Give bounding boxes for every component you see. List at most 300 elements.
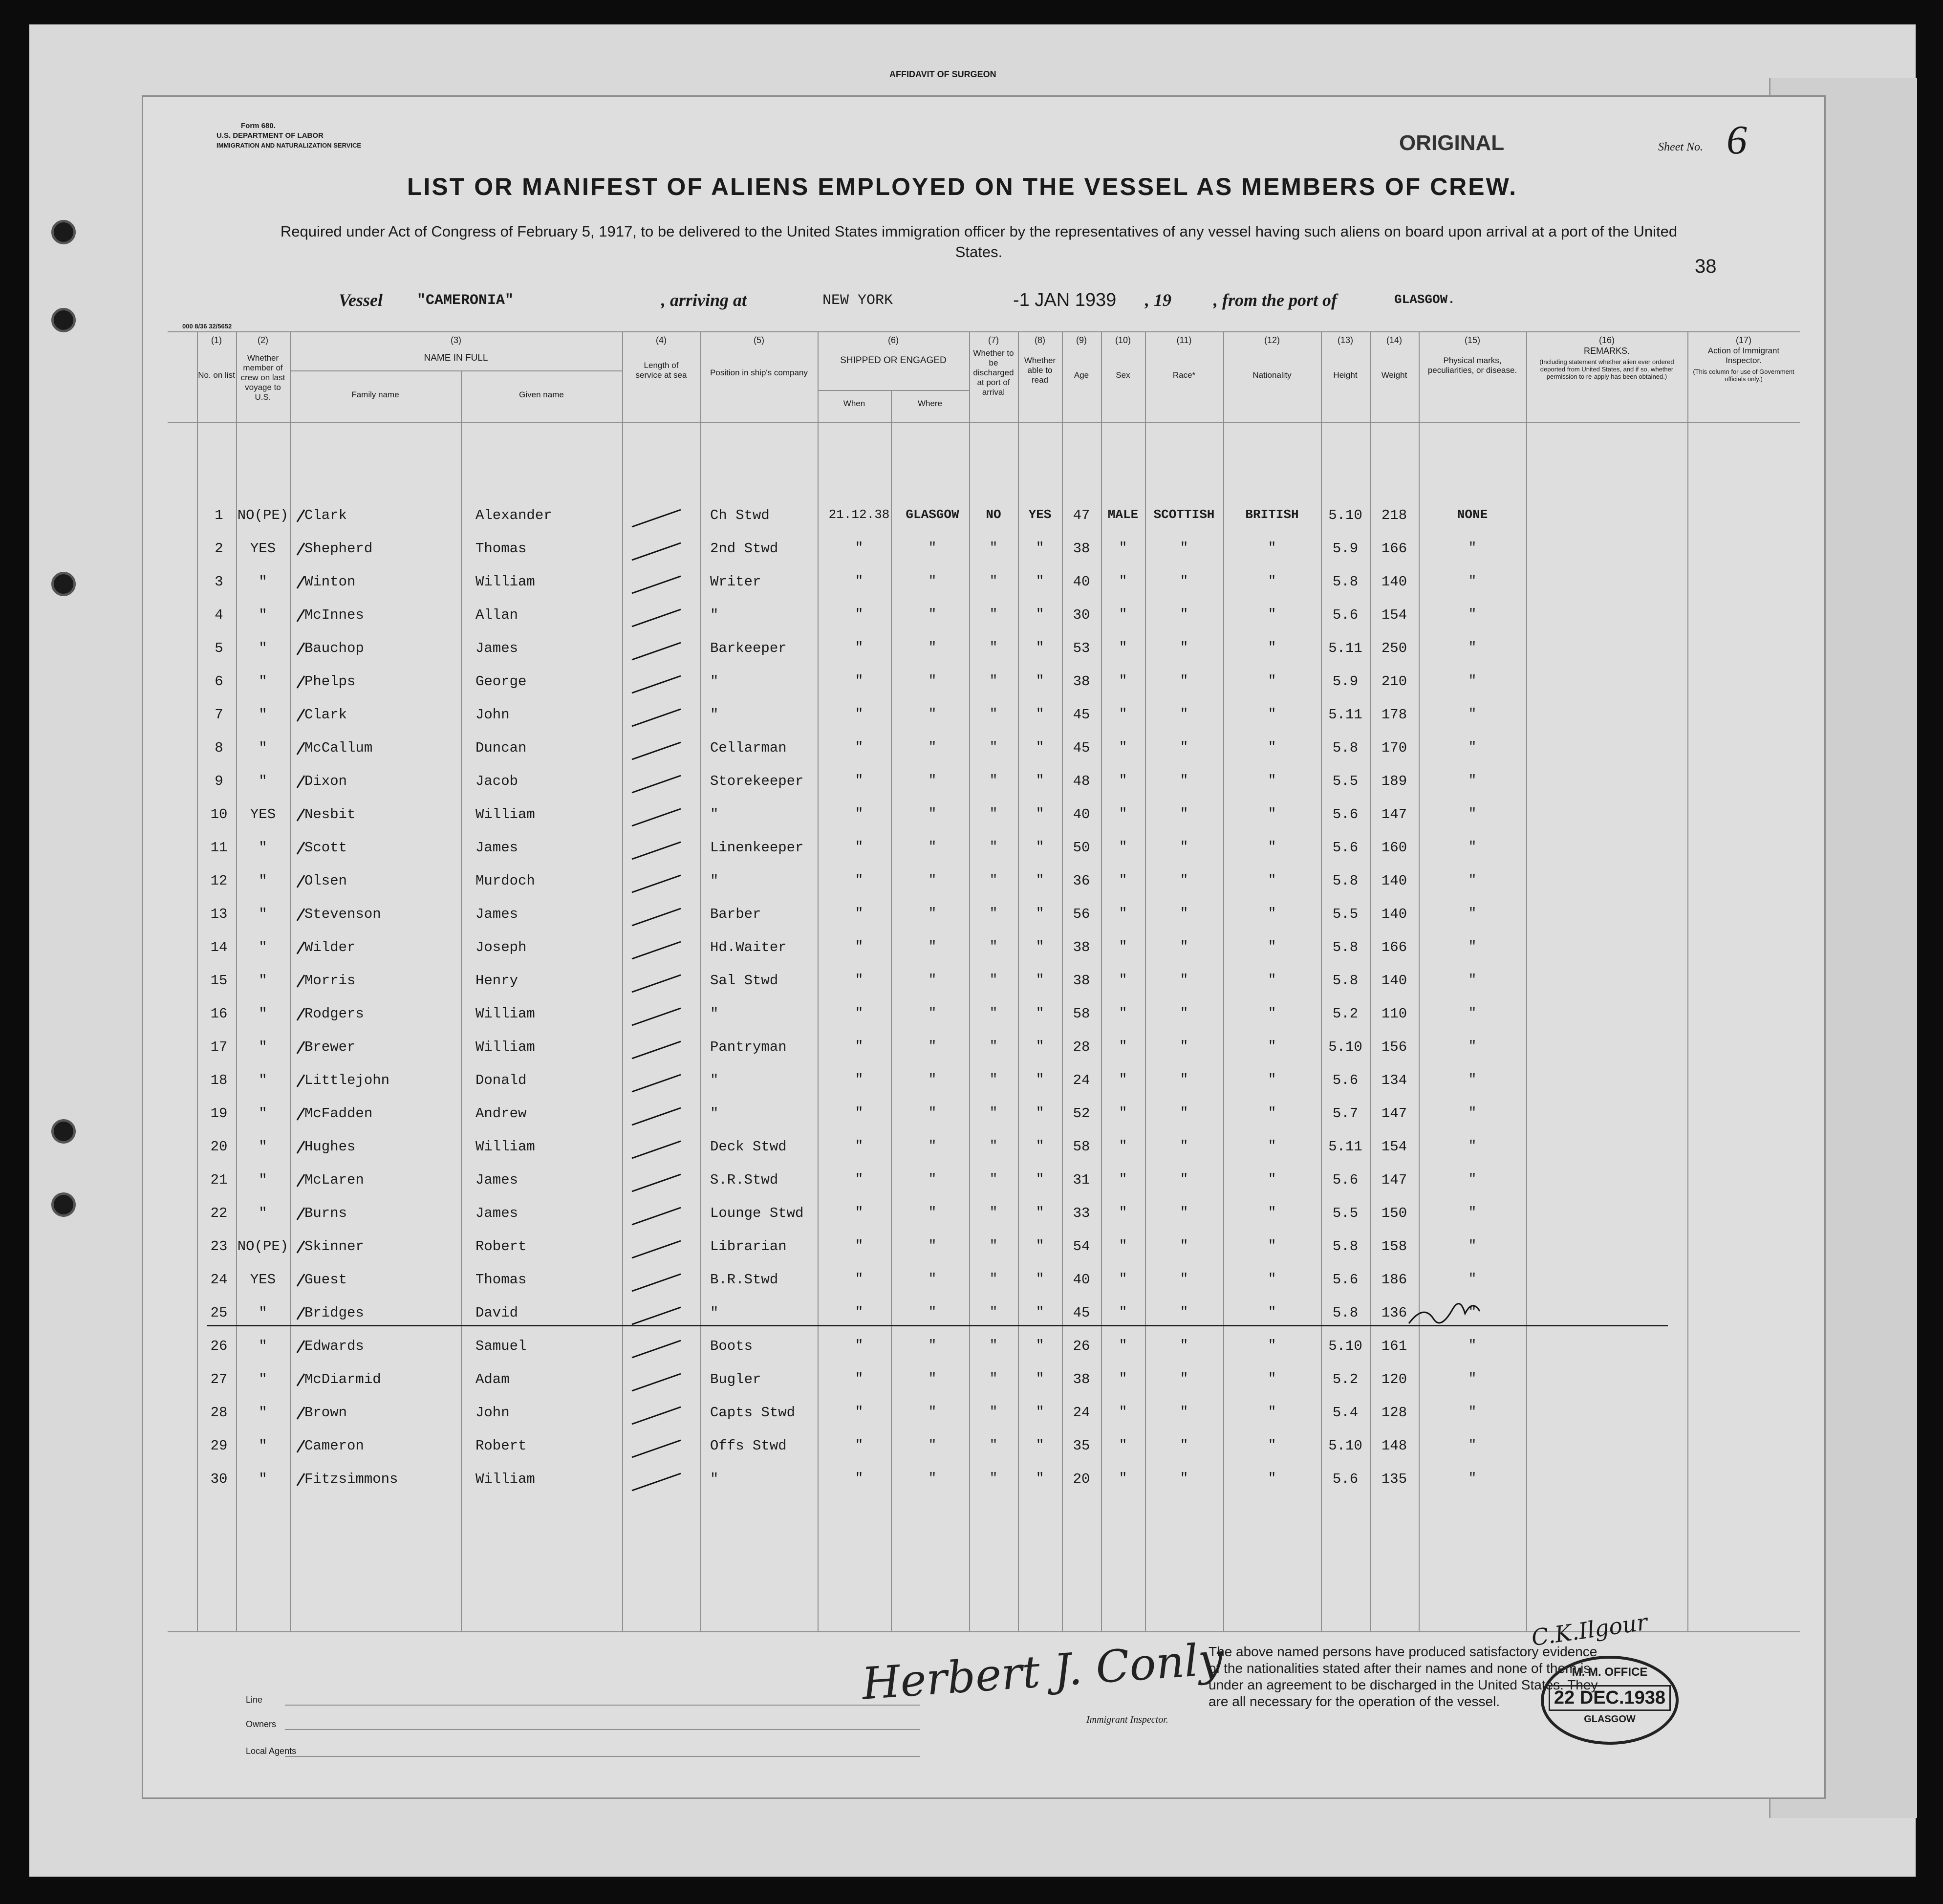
cell-family: Burns <box>304 1205 347 1221</box>
cell-weight: 154 <box>1381 1139 1407 1155</box>
cell-given: James <box>475 1205 518 1221</box>
service-tick-mark <box>632 842 681 859</box>
cell-family: Bridges <box>304 1305 364 1321</box>
cell-weight: 136 <box>1381 1305 1407 1321</box>
check-mark <box>297 1108 304 1120</box>
cell-given: William <box>475 1471 535 1487</box>
col-family-name: Family name <box>351 390 399 399</box>
ditto-mark: " <box>989 1371 998 1386</box>
cell-age: 35 <box>1073 1438 1090 1454</box>
check-mark <box>297 510 304 522</box>
col-num-2: (2) <box>258 335 268 345</box>
ditto-mark: " <box>1119 1039 1127 1054</box>
inspector-label: Immigrant Inspector. <box>1086 1714 1168 1725</box>
ditto-mark: " <box>1119 973 1127 988</box>
cell-family: McLaren <box>304 1172 364 1188</box>
cell-family: McDiarmid <box>304 1371 381 1387</box>
ditto-mark: " <box>855 1205 864 1220</box>
cell-position: " <box>710 607 719 623</box>
cell-weight: 154 <box>1381 607 1407 623</box>
ditto-mark: " <box>1036 840 1044 855</box>
col-weight: Weight <box>1381 370 1407 380</box>
cell-weight: 170 <box>1381 740 1407 756</box>
ditto-mark: " <box>1468 1471 1477 1486</box>
ditto-mark: " <box>989 1471 998 1486</box>
ditto-mark: " <box>855 906 864 921</box>
cell-given: Andrew <box>475 1105 527 1122</box>
ditto-mark: " <box>1268 939 1276 954</box>
ditto-mark: " <box>855 1039 864 1054</box>
service-tick-mark <box>632 1341 681 1358</box>
check-mark <box>297 1440 304 1452</box>
ditto-mark: " <box>1180 707 1188 722</box>
cell-weight: 156 <box>1381 1039 1407 1055</box>
ditto-mark: " <box>1036 806 1044 822</box>
ditto-mark: " <box>1268 1405 1276 1420</box>
cell-height: 5.10 <box>1328 1438 1362 1454</box>
form-department: U.S. DEPARTMENT OF LABOR <box>216 131 324 140</box>
ditto-mark: " <box>928 1172 937 1187</box>
handwritten-marks <box>143 97 1824 1797</box>
ditto-mark: " <box>989 1105 998 1121</box>
check-mark <box>297 609 304 622</box>
ditto-mark: " <box>989 541 998 556</box>
service-tick-mark <box>632 1075 681 1092</box>
cell-last-voyage: " <box>259 607 267 623</box>
document-sheet <box>29 24 1916 1877</box>
ditto-mark: " <box>1119 1238 1127 1254</box>
ditto-mark: " <box>1180 1105 1188 1121</box>
ditto-mark: " <box>1119 1139 1127 1154</box>
ditto-mark: " <box>1036 1205 1044 1220</box>
ditto-mark: " <box>1468 1039 1477 1054</box>
cell-weight: 166 <box>1381 541 1407 557</box>
cell-weight: 140 <box>1381 574 1407 590</box>
sheet-number: 6 <box>1727 117 1747 163</box>
ditto-mark: " <box>855 840 864 855</box>
cell-weight: 147 <box>1381 1172 1407 1188</box>
check-mark <box>297 1141 304 1153</box>
col-race: Race* <box>1172 370 1196 380</box>
ditto-mark: " <box>1119 541 1127 556</box>
mm-office-stamp <box>1541 1656 1679 1745</box>
check-mark <box>297 1041 304 1054</box>
cell-weight: 140 <box>1381 973 1407 989</box>
cell-position: Lounge Stwd <box>710 1205 804 1221</box>
service-tick-mark <box>632 643 681 660</box>
cell-given: Thomas <box>475 1272 527 1288</box>
ditto-mark: " <box>1268 707 1276 722</box>
ditto-mark: " <box>1119 1205 1127 1220</box>
ditto-mark: " <box>1180 1405 1188 1420</box>
cell-family: Clark <box>304 507 347 523</box>
cell-weight: 218 <box>1381 507 1407 523</box>
cell-position: " <box>710 806 719 822</box>
ditto-mark: " <box>928 773 937 788</box>
ditto-mark: " <box>1268 640 1276 655</box>
ditto-mark: " <box>1119 1438 1127 1453</box>
ditto-mark: " <box>989 873 998 888</box>
cell-family: Nesbit <box>304 806 356 822</box>
cell-given: William <box>475 806 535 822</box>
ditto-mark: " <box>989 1438 998 1453</box>
col-num-6: (6) <box>888 335 899 345</box>
cell-weight: 186 <box>1381 1272 1407 1288</box>
check-mark <box>297 1008 304 1020</box>
check-mark <box>297 809 304 821</box>
cell-family: Cameron <box>304 1438 364 1454</box>
ditto-mark: " <box>855 1338 864 1353</box>
cell-given: Samuel <box>475 1338 527 1354</box>
col-num-15: (15) <box>1464 335 1480 345</box>
cell-weight: 110 <box>1381 1006 1407 1022</box>
ditto-mark: " <box>989 906 998 921</box>
ditto-mark: " <box>1268 1139 1276 1154</box>
cell-last-voyage: " <box>259 1338 267 1354</box>
service-tick-mark <box>632 1407 681 1424</box>
ditto-mark: " <box>1268 607 1276 622</box>
cell-height: 5.8 <box>1332 1305 1359 1321</box>
col-no-on-list: No. on list <box>198 370 235 380</box>
cell-height: 5.10 <box>1328 507 1362 523</box>
cell-last-voyage: " <box>259 840 267 856</box>
cell-no: 6 <box>215 673 223 690</box>
cell-given: Henry <box>475 973 518 989</box>
cell-no: 8 <box>215 740 223 756</box>
cell-height: 5.6 <box>1332 806 1359 822</box>
ditto-mark: " <box>1036 541 1044 556</box>
sheet-label: Sheet No. <box>1658 141 1703 153</box>
check-mark <box>297 975 304 987</box>
cell-position: Barber <box>710 906 761 922</box>
ditto-mark: " <box>1268 1272 1276 1287</box>
col-num-14: (14) <box>1386 335 1402 345</box>
ditto-mark: " <box>928 1238 937 1254</box>
ditto-mark: " <box>1268 1172 1276 1187</box>
cell-no: 9 <box>215 773 223 789</box>
cell-family: Scott <box>304 840 347 856</box>
binder-hole <box>51 308 76 332</box>
cell-position: " <box>710 1305 719 1321</box>
service-tick-mark <box>632 543 681 560</box>
ditto-mark: " <box>1180 1272 1188 1287</box>
cell-age: 40 <box>1073 1272 1090 1288</box>
ditto-mark: " <box>855 1006 864 1021</box>
cell-height: 5.11 <box>1328 1139 1362 1155</box>
service-tick-mark <box>632 676 681 693</box>
ditto-mark: " <box>1468 740 1477 755</box>
cell-last-voyage: " <box>259 740 267 756</box>
ditto-mark: " <box>855 1272 864 1287</box>
col-num-3: (3) <box>451 335 461 345</box>
cell-given: Duncan <box>475 740 527 756</box>
cell-height: 5.5 <box>1332 1205 1359 1221</box>
ditto-mark: " <box>928 1105 937 1121</box>
ditto-mark: " <box>855 574 864 589</box>
cell-family: Skinner <box>304 1238 364 1255</box>
cell-weight: 160 <box>1381 840 1407 856</box>
cell-position: Storekeeper <box>710 773 804 789</box>
ditto-mark: " <box>1268 1238 1276 1254</box>
ditto-mark: " <box>1036 939 1044 954</box>
ditto-mark: " <box>1036 574 1044 589</box>
ditto-mark: " <box>1036 1405 1044 1420</box>
ditto-mark: " <box>1268 773 1276 788</box>
ditto-mark: " <box>1180 1371 1188 1386</box>
cell-no: 2 <box>215 541 223 557</box>
ditto-mark: " <box>1036 1305 1044 1320</box>
col-action-inspector: Action of Immigrant Inspector. <box>1707 346 1780 365</box>
cell-last-voyage: " <box>259 1305 267 1321</box>
cell-weight: 158 <box>1381 1238 1407 1255</box>
ditto-mark: " <box>989 607 998 622</box>
cell-given: William <box>475 1139 535 1155</box>
ditto-mark: " <box>1180 973 1188 988</box>
cell-given: Robert <box>475 1238 527 1255</box>
ditto-mark: " <box>928 740 937 755</box>
ditto-mark: " <box>855 541 864 556</box>
ditto-mark: " <box>1468 939 1477 954</box>
col-physical-marks: Physical marks, peculiarities, or disease. <box>1427 356 1517 375</box>
col-discharged: Whether to be discharged at port of arrival <box>973 348 1014 397</box>
cell-no: 28 <box>210 1405 228 1421</box>
cell-last-voyage: " <box>259 939 267 955</box>
cell-no: 24 <box>210 1272 228 1288</box>
ditto-mark: " <box>855 1105 864 1121</box>
cell-last-voyage: " <box>259 1039 267 1055</box>
cell-family: Hughes <box>304 1139 356 1155</box>
ditto-mark: " <box>1119 1272 1127 1287</box>
check-mark <box>297 942 304 954</box>
ditto-mark: " <box>928 806 937 822</box>
check-mark <box>297 543 304 555</box>
cell-given: James <box>475 840 518 856</box>
service-tick-mark <box>632 942 681 959</box>
cell-no: 1 <box>215 507 223 523</box>
check-mark <box>297 576 304 588</box>
ditto-mark: " <box>1180 1139 1188 1154</box>
cell-given: Allan <box>475 607 518 623</box>
cell-age: 33 <box>1073 1205 1090 1221</box>
col-sex: Sex <box>1116 370 1130 380</box>
service-tick-mark <box>632 1473 681 1491</box>
check-mark <box>297 842 304 854</box>
ditto-mark: " <box>855 1072 864 1087</box>
ditto-mark: " <box>855 973 864 988</box>
cell-age: 38 <box>1073 673 1090 690</box>
ditto-mark: " <box>928 906 937 921</box>
cell-height: 5.5 <box>1332 773 1359 789</box>
cell-last-voyage: " <box>259 640 267 656</box>
cell-last-voyage: YES <box>250 806 276 822</box>
cell-weight: 128 <box>1381 1405 1407 1421</box>
cell-no: 25 <box>210 1305 228 1321</box>
service-tick-mark <box>632 709 681 726</box>
service-tick-mark <box>632 1307 681 1324</box>
cell-age: 24 <box>1073 1405 1090 1421</box>
ditto-mark: " <box>1119 1072 1127 1087</box>
ditto-mark: " <box>1036 1006 1044 1021</box>
line-label: Line <box>246 1695 263 1705</box>
ditto-mark: " <box>1268 1072 1276 1087</box>
cell-age: 45 <box>1073 1305 1090 1321</box>
ditto-mark: " <box>1180 1172 1188 1187</box>
cell-given: Joseph <box>475 939 527 955</box>
cell-weight: 120 <box>1381 1371 1407 1387</box>
ditto-mark: " <box>1468 1338 1477 1353</box>
cell-race: SCOTTISH <box>1153 507 1215 522</box>
cell-no: 23 <box>210 1238 228 1255</box>
arrival-port: NEW YORK <box>822 292 893 309</box>
ditto-mark: " <box>1268 1338 1276 1353</box>
ditto-mark: " <box>989 939 998 954</box>
cell-age: 38 <box>1073 973 1090 989</box>
col-num-11: (11) <box>1176 335 1192 345</box>
ditto-mark: " <box>1119 1105 1127 1121</box>
col-action-note: (This column for use of Government officials only.) <box>1693 368 1794 383</box>
col-remarks: REMARKS. <box>1583 346 1630 356</box>
ditto-mark: " <box>928 1039 937 1054</box>
cell-age: 48 <box>1073 773 1090 789</box>
col-num-17: (17) <box>1735 335 1751 345</box>
ditto-mark: " <box>1036 673 1044 689</box>
ditto-mark: " <box>855 1371 864 1386</box>
cell-height: 5.8 <box>1332 574 1359 590</box>
cell-height: 5.10 <box>1328 1039 1362 1055</box>
ditto-mark: " <box>1036 1438 1044 1453</box>
cell-age: 50 <box>1073 840 1090 856</box>
check-mark <box>297 1374 304 1386</box>
ditto-mark: " <box>1180 574 1188 589</box>
service-tick-mark <box>632 742 681 759</box>
ditto-mark: " <box>1180 1471 1188 1486</box>
ditto-mark: " <box>1036 1338 1044 1353</box>
ditto-mark: " <box>1036 607 1044 622</box>
cell-last-voyage: " <box>259 1172 267 1188</box>
cell-position: " <box>710 1072 719 1088</box>
ditto-mark: " <box>928 1006 937 1021</box>
ditto-mark: " <box>1180 1338 1188 1353</box>
cell-given: John <box>475 707 510 723</box>
ditto-mark: " <box>1468 574 1477 589</box>
cell-last-voyage: " <box>259 1371 267 1387</box>
cell-last-voyage: " <box>259 1072 267 1088</box>
ditto-mark: " <box>989 1405 998 1420</box>
cell-given: Donald <box>475 1072 527 1088</box>
col-num-13: (13) <box>1337 335 1353 345</box>
cell-given: John <box>475 1405 510 1421</box>
cell-no: 26 <box>210 1338 228 1354</box>
check-mark <box>297 909 304 921</box>
cell-no: 19 <box>210 1105 228 1122</box>
cell-height: 5.5 <box>1332 906 1359 922</box>
cell-family: Edwards <box>304 1338 364 1354</box>
ditto-mark: " <box>1036 973 1044 988</box>
ditto-mark: " <box>928 541 937 556</box>
ditto-mark: " <box>1468 1272 1477 1287</box>
cell-no: 15 <box>210 973 228 989</box>
cell-given: Murdoch <box>475 873 535 889</box>
cell-no: 11 <box>210 840 228 856</box>
ditto-mark: " <box>855 1305 864 1320</box>
ditto-mark: " <box>989 773 998 788</box>
ditto-mark: " <box>1036 773 1044 788</box>
ditto-mark: " <box>1180 1039 1188 1054</box>
ditto-mark: " <box>855 1139 864 1154</box>
cell-family: Brown <box>304 1405 347 1421</box>
original-stamp: ORIGINAL <box>1399 131 1505 155</box>
ditto-mark: " <box>1268 574 1276 589</box>
cell-family: McInnes <box>304 607 364 623</box>
check-mark <box>297 709 304 721</box>
cell-given: James <box>475 906 518 922</box>
col-when: When <box>843 399 865 408</box>
cell-family: Rodgers <box>304 1006 364 1022</box>
cell-age: 31 <box>1073 1172 1090 1188</box>
ditto-mark: " <box>989 574 998 589</box>
ditto-mark: " <box>1180 1238 1188 1254</box>
ditto-mark: " <box>989 673 998 689</box>
ditto-mark: " <box>1180 640 1188 655</box>
binder-hole <box>51 220 76 244</box>
ditto-mark: " <box>1468 1006 1477 1021</box>
ditto-mark: " <box>928 1438 937 1453</box>
ditto-mark: " <box>989 1338 998 1353</box>
cell-given: David <box>475 1305 518 1321</box>
cell-height: 5.6 <box>1332 1272 1359 1288</box>
ditto-mark: " <box>928 1405 937 1420</box>
check-mark <box>297 1174 304 1187</box>
ditto-mark: " <box>989 973 998 988</box>
cell-given: William <box>475 1006 535 1022</box>
cell-no: 22 <box>210 1205 228 1221</box>
cell-age: 54 <box>1073 1238 1090 1255</box>
owners-label: Owners <box>246 1719 277 1729</box>
ditto-mark: " <box>1468 873 1477 888</box>
ditto-mark: " <box>928 607 937 622</box>
ditto-mark: " <box>1180 673 1188 689</box>
ditto-mark: " <box>1268 840 1276 855</box>
service-tick-mark <box>632 609 681 627</box>
cell-family: McFadden <box>304 1105 373 1122</box>
ditto-mark: " <box>1468 1405 1477 1420</box>
col-shipped-engaged: SHIPPED OR ENGAGED <box>840 355 947 366</box>
ditto-mark: " <box>1468 1438 1477 1453</box>
cell-position: Linenkeeper <box>710 840 804 856</box>
ditto-mark: " <box>1468 906 1477 921</box>
ditto-mark: " <box>928 973 937 988</box>
cell-family: Littlejohn <box>304 1072 390 1088</box>
service-tick-mark <box>632 1141 681 1158</box>
cell-last-voyage: " <box>259 574 267 590</box>
ditto-mark: " <box>1119 1172 1127 1187</box>
cell-family: Shepherd <box>304 541 373 557</box>
check-mark <box>297 1208 304 1220</box>
ditto-mark: " <box>1036 1172 1044 1187</box>
cell-family: McCallum <box>304 740 373 756</box>
ditto-mark: " <box>855 1172 864 1187</box>
ditto-mark: " <box>1468 773 1477 788</box>
service-tick-mark <box>632 1440 681 1457</box>
ditto-mark: " <box>989 1039 998 1054</box>
cell-given: Thomas <box>475 541 527 557</box>
ditto-mark: " <box>1468 1238 1477 1254</box>
ditto-mark: " <box>928 939 937 954</box>
check-mark <box>297 1341 304 1353</box>
ditto-mark: " <box>1268 1006 1276 1021</box>
ditto-mark: " <box>928 673 937 689</box>
cell-family: Wilder <box>304 939 356 955</box>
